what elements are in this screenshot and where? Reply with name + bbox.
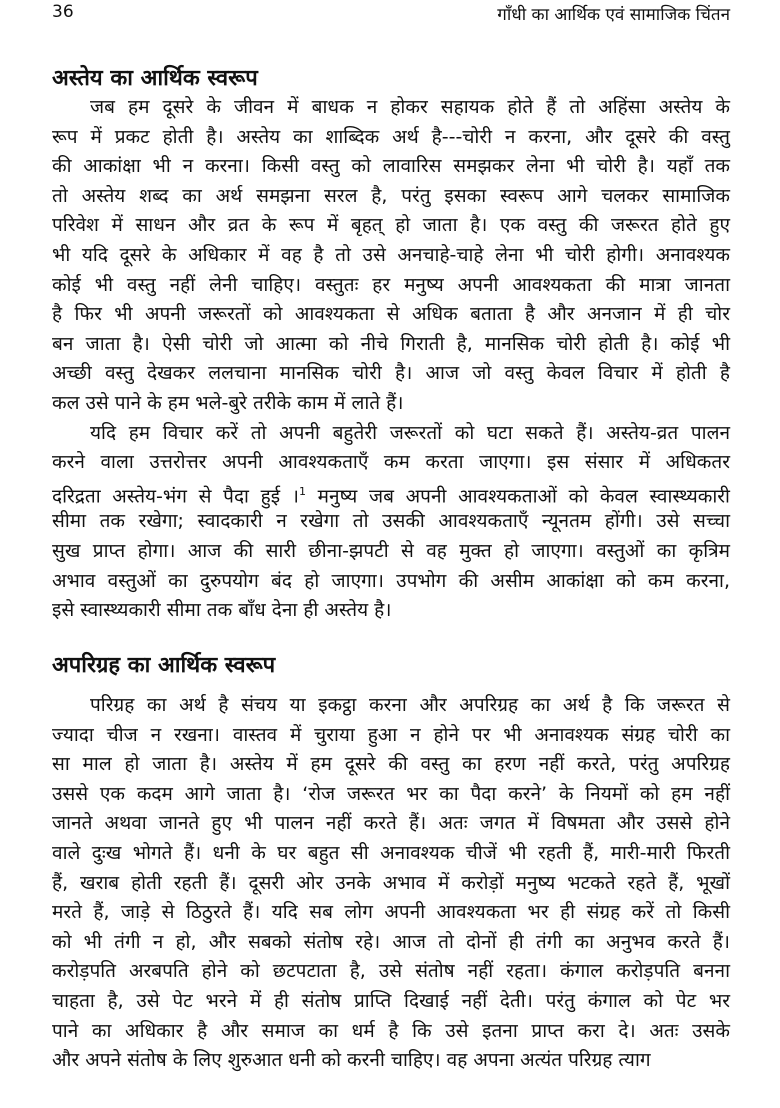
text-line: अच्छी वस्तु देखकर ललचाना मानसिक चोरी है। आज जो वस्तु केवल विचार में होती है bbox=[52, 362, 730, 385]
text-line: भी यदि दूसरे के अधिकार में वह है तो उसे अनचाहे-चाहे लेना भी चोरी होगी। अनावश्यक bbox=[52, 244, 730, 266]
text-line bbox=[52, 477, 730, 507]
section-heading: अपरिग्रह का आर्थिक स्वरूप bbox=[52, 653, 276, 678]
text-line: कल उसे पाने के हम भले-बुरे तरीके काम में लाते हैं। bbox=[52, 392, 404, 414]
section-heading: अस्तेय का आर्थिक स्वरूप bbox=[52, 66, 258, 91]
text-line: परिग्रह का अर्थ है संचय या इकट्ठा करना और अपरिग्रह का अर्थ है कि जरूरत से bbox=[90, 694, 730, 716]
text-fragment: मनुष्य जब अपनी आवश्यकताओं को केवल स्वास्थ्यकारी bbox=[317, 485, 730, 508]
text-line: सीमा तक रखेगा; स्वादकारी न रखेगा तो उसकी आवश्यकताएँ न्यूनतम होंगी। उसे सच्चा bbox=[52, 510, 730, 533]
text-line: यदि हम विचार करें तो अपनी बहुतेरी जरूरतों को घटा सकते हैं। अस्तेय-व्रत पालन bbox=[90, 421, 730, 444]
footnote-marker[interactable]: 1 bbox=[298, 484, 306, 498]
page-number: 36 bbox=[52, 2, 74, 22]
text-line: परिवेश में साधन और व्रत के रूप में बृहत् हो जाता है। एक वस्तु की जरूरत होते हुए bbox=[52, 214, 730, 237]
text-line: अभाव वस्तुओं का दुरुपयोग बंद हो जाएगा। उपभोग की असीम आकांक्षा को कम करना, bbox=[52, 569, 730, 592]
text-line: मरते हैं, जाड़े से ठिठुरते हैं। यदि सब लोग अपनी आवश्यकता भर ही संग्रह करें तो किसी bbox=[52, 901, 730, 924]
text-line: सा माल हो जाता है। अस्तेय में हम दूसरे की वस्तु का हरण नहीं करते, परंतु अपरिग्रह bbox=[52, 753, 730, 776]
text-line: ज्यादा चीज न रखना। वास्तव में चुराया हुआ न होने पर भी अनावश्यक संग्रह चोरी का bbox=[52, 723, 730, 746]
text-line: हैं, खराब होती रहती हैं। दूसरी ओर उनके अभाव में करोड़ों मनुष्य भटकते रहते हैं, भूखों bbox=[52, 871, 730, 894]
text-line: पाने का अधिकार है और समाज का धर्म है कि उसे इतना प्राप्त करा दे। अतः उसके bbox=[52, 1019, 730, 1042]
text-line: की आकांक्षा भी न करना। किसी वस्तु को लावारिस समझकर लेना भी चोरी है। यहाँ तक bbox=[52, 155, 730, 178]
text-line: करने वाला उत्तरोत्तर अपनी आवश्यकताएँ कम करता जाएगा। इस संसार में अधिकतर bbox=[52, 451, 730, 474]
running-title: गाँधी का आर्थिक एवं सामाजिक चिंतन bbox=[497, 5, 730, 25]
text-line: और अपने संतोष के लिए शुरुआत धनी को करनी चाहिए। वह अपना अत्यंत परिग्रह त्याग bbox=[52, 1049, 651, 1072]
text-line: रूप में प्रकट होती है। अस्तेय का शाब्दिक अर्थ है---चोरी न करना, और दूसरे की वस्तु bbox=[52, 125, 730, 148]
text-line: इसे स्वास्थ्यकारी सीमा तक बाँध देना ही अस्तेय है। bbox=[52, 599, 392, 622]
text-line: चाहता है, उसे पेट भरने में ही संतोष प्राप्ति दिखाई नहीं देती। परंतु कंगाल को पेट भर bbox=[52, 990, 730, 1012]
text-line: उससे एक कदम आगे जाता है। ‘रोज जरूरत भर का पैदा करने’ के नियमों को हम नहीं bbox=[52, 782, 730, 805]
text-line: है फिर भी अपनी जरूरतों को आवश्यकता से अधिक बताता है और अनजान में ही चोर bbox=[52, 303, 730, 326]
text-line: बन जाता है। ऐसी चोरी जो आत्मा को नीचे गिराती है, मानसिक चोरी होती है। कोई भी bbox=[52, 332, 730, 355]
text-line: को भी तंगी न हो, और सबको संतोष रहे। आज तो दोनों ही तंगी का अनुभव करते हैं। bbox=[52, 930, 730, 953]
text-line: करोड़पति अरबपति होने को छटपटाता है, उसे संतोष नहीं रहता। कंगाल करोड़पति बनना bbox=[52, 960, 730, 983]
text-line: कोई भी वस्तु नहीं लेनी चाहिए। वस्तुतः हर मनुष्य अपनी आवश्यकता की मात्रा जानता bbox=[52, 273, 730, 296]
text-line: जब हम दूसरे के जीवन में बाधक न होकर सहायक होते हैं तो अहिंसा अस्तेय के bbox=[90, 96, 730, 118]
text-fragment: दरिद्रता अस्तेय-भंग से पैदा हुई । bbox=[52, 485, 299, 508]
text-line: जानते अथवा जानते हुए भी पालन नहीं करते हैं। अतः जगत में विषमता और उससे होने bbox=[52, 812, 730, 835]
text-line: सुख प्राप्त होगा। आज की सारी छीना-झपटी से वह मुक्त हो जाएगा। वस्तुओं का कृत्रिम bbox=[52, 540, 730, 562]
text-line: वाले दुःख भोगते हैं। धनी के घर बहुत सी अनावश्यक चीजें भी रहती हैं, मारी-मारी फिरती bbox=[52, 842, 730, 864]
text-line: तो अस्तेय शब्द का अर्थ समझना सरल है, परंतु इसका स्वरूप आगे चलकर सामाजिक bbox=[52, 184, 730, 207]
